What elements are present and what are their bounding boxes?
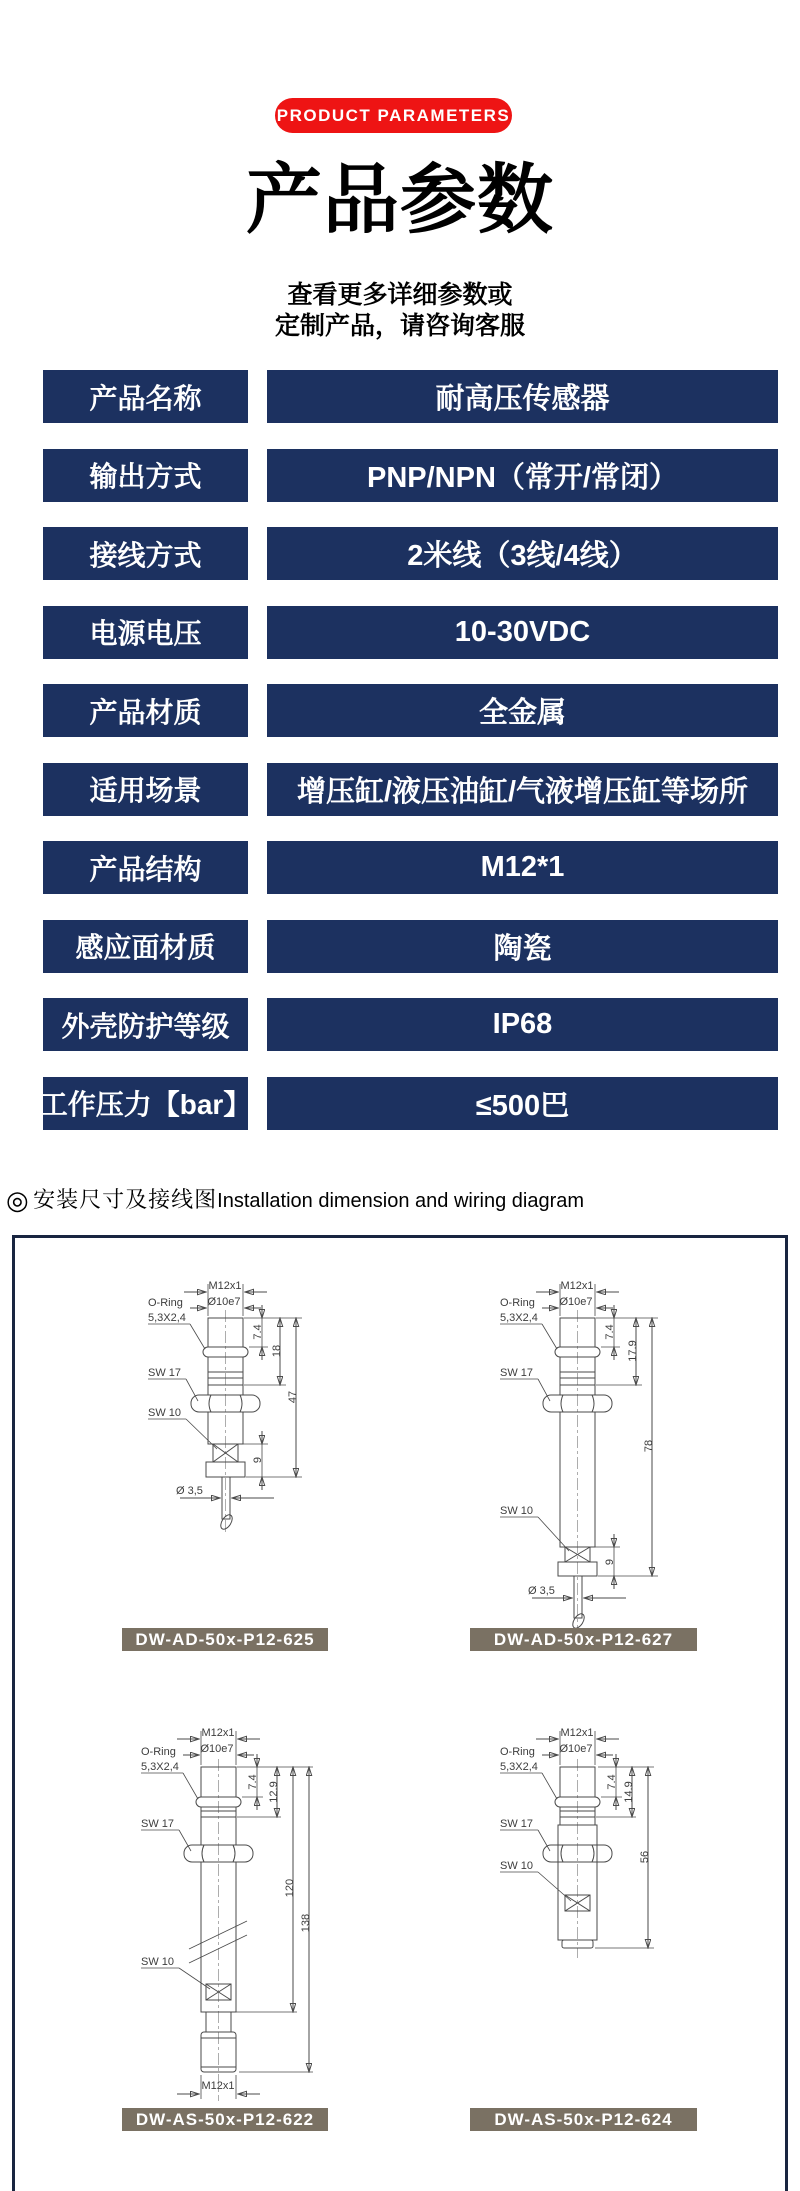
spec-value: 全金属 <box>267 684 778 737</box>
spec-row <box>43 920 778 973</box>
oring-size-label: 5,3X2,4 <box>500 1312 538 1324</box>
oring-label: O-Ring <box>500 1746 535 1758</box>
oring-size-label: 5,3X2,4 <box>148 1312 186 1324</box>
dim-label: 17.9 <box>627 1340 639 1362</box>
dim-label: 47 <box>287 1390 299 1404</box>
spec-value: 增压缸/液压油缸/气液增压缸等场所 <box>267 763 778 816</box>
dim-label: 7.4 <box>252 1324 264 1340</box>
dim-label: M12x1 <box>201 2080 235 2092</box>
wrench-label: SW 17 <box>141 1818 175 1830</box>
drawing-dw-ad-50x-p12-627 <box>492 1276 667 1638</box>
dim-label: 78 <box>643 1439 655 1453</box>
spec-value: 耐高压传感器 <box>267 370 778 423</box>
drawing-dw-as-50x-p12-624 <box>492 1723 667 1968</box>
wrench-label: SW 17 <box>500 1818 534 1830</box>
dim-label: 12.9 <box>268 1781 280 1803</box>
spec-row <box>43 763 778 816</box>
spec-row <box>43 370 778 423</box>
oring-label: O-Ring <box>500 1297 535 1309</box>
cable-dia-label: Ø 3,5 <box>528 1585 555 1597</box>
dim-label: Ø10e7 <box>559 1296 593 1308</box>
dim-label: 14.9 <box>623 1781 635 1803</box>
spec-table <box>39 370 778 1130</box>
oring-size-label: 5,3X2,4 <box>500 1761 538 1773</box>
dim-label: M12x1 <box>201 1727 235 1739</box>
subtitle-line-1: 查看更多详细参数或 <box>287 281 513 309</box>
spec-value: ≤500巴 <box>267 1077 778 1130</box>
spec-row <box>43 449 778 502</box>
model-label-bar: DW-AS-50x-P12-622 <box>122 2108 328 2131</box>
spec-value: 陶瓷 <box>267 920 778 973</box>
page-title: 产品参数 <box>246 158 554 243</box>
dim-label: 56 <box>639 1850 651 1864</box>
installation-diagram-box <box>12 1235 788 2191</box>
dim-label: 18 <box>271 1344 283 1358</box>
spec-label: 产品材质 <box>43 684 248 737</box>
drawing-dw-ad-50x-p12-625 <box>140 1276 315 1538</box>
wrench-label: SW 10 <box>148 1407 182 1419</box>
dim-label: Ø10e7 <box>200 1743 234 1755</box>
dim-label: Ø10e7 <box>207 1296 241 1308</box>
spec-row <box>43 998 778 1051</box>
section-heading-en: Installation dimension and wiring diagram <box>217 1190 585 1212</box>
dim-label: M12x1 <box>208 1280 242 1292</box>
spec-row <box>43 527 778 580</box>
dim-label: M12x1 <box>560 1727 594 1739</box>
spec-row <box>39 1077 778 1130</box>
product-parameters-badge <box>275 98 512 133</box>
dim-label: 7.4 <box>606 1774 618 1790</box>
spec-value: PNP/NPN（常开/常闭） <box>267 449 778 502</box>
spec-row <box>43 684 778 737</box>
dim-label: 7.4 <box>604 1324 616 1340</box>
spec-label: 输出方式 <box>43 449 248 502</box>
spec-label: 产品名称 <box>43 370 248 423</box>
wrench-label: SW 17 <box>500 1367 534 1379</box>
subtitle <box>0 280 800 342</box>
dim-label: 9 <box>252 1456 264 1464</box>
oring-label: O-Ring <box>148 1297 183 1309</box>
wrench-label: SW 10 <box>500 1860 534 1872</box>
wrench-label: SW 10 <box>500 1505 534 1517</box>
dim-label: 9 <box>604 1558 616 1566</box>
spec-row <box>43 841 778 894</box>
oring-label: O-Ring <box>141 1746 176 1758</box>
oring-size-label: 5,3X2,4 <box>141 1761 179 1773</box>
spec-value: 10-30VDC <box>267 606 778 659</box>
cable-dia-label: Ø 3,5 <box>176 1485 203 1497</box>
dim-label: Ø10e7 <box>559 1743 593 1755</box>
spec-value: M12*1 <box>267 841 778 894</box>
spec-row <box>43 606 778 659</box>
model-label-bar: DW-AD-50x-P12-627 <box>470 1628 697 1651</box>
spec-label: 感应面材质 <box>43 920 248 973</box>
spec-label: 产品结构 <box>43 841 248 894</box>
wrench-label: SW 10 <box>141 1956 175 1968</box>
spec-label: 接线方式 <box>43 527 248 580</box>
dim-label: 138 <box>300 1913 312 1933</box>
dim-label: 7.4 <box>247 1774 259 1790</box>
spec-label: 适用场景 <box>43 763 248 816</box>
dim-label: 120 <box>284 1878 296 1898</box>
model-label-bar: DW-AS-50x-P12-624 <box>470 2108 697 2131</box>
badge-label: PRODUCT PARAMETERS <box>276 105 511 125</box>
wrench-label: SW 17 <box>148 1367 182 1379</box>
spec-label: 外壳防护等级 <box>43 998 248 1051</box>
spec-label: 工作压力【bar】 <box>43 1077 248 1130</box>
subtitle-line-2: 定制产品，请咨询客服 <box>274 312 525 340</box>
spec-label: 电源电压 <box>43 606 248 659</box>
circle-bullet-icon: ◎ <box>6 1185 29 1215</box>
spec-value: IP68 <box>267 998 778 1051</box>
section-heading-zh: 安装尺寸及接线图 <box>33 1187 218 1212</box>
dim-label: M12x1 <box>560 1280 594 1292</box>
section-heading <box>6 1183 796 1216</box>
spec-value: 2米线（3线/4线） <box>267 527 778 580</box>
model-label-bar: DW-AD-50x-P12-625 <box>122 1628 328 1651</box>
drawing-dw-as-50x-p12-622 <box>133 1723 318 2108</box>
